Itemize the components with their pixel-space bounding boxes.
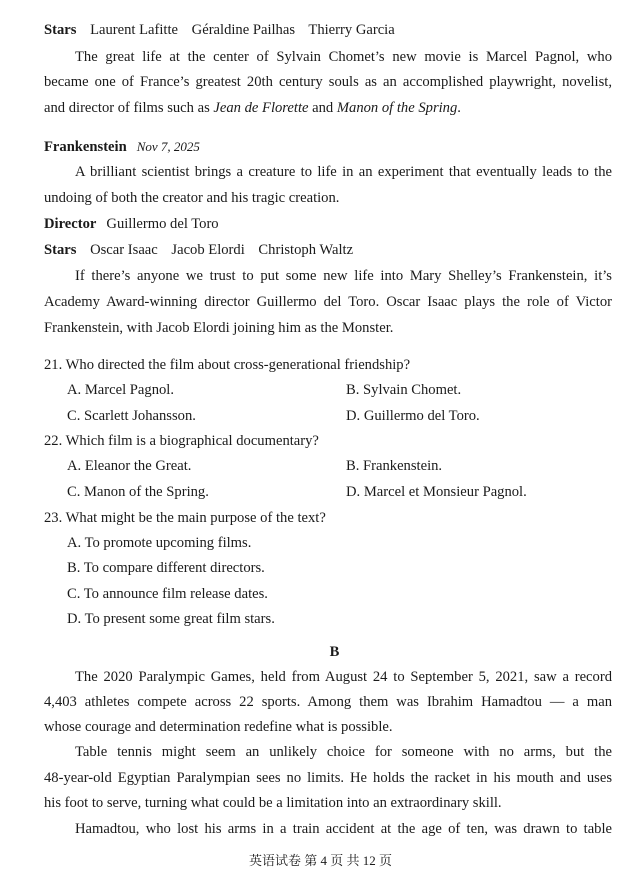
option: D. Marcel et Monsieur Pagnol. (346, 484, 527, 500)
question-21: 21. Who directed the film about cross-generational friendship? (44, 357, 411, 373)
paragraph-line: The 2020 Paralympic Games, held from August 24 to September 5, 2021, saw a record (75, 669, 612, 685)
star-name: Christoph Waltz (258, 242, 354, 258)
option: A. Eleanor the Great. (67, 458, 192, 474)
paragraph-line: undoing of both the creator and his tragic creation. (44, 190, 340, 206)
paragraph-line: whose courage and determination redefine what is possible. (44, 719, 393, 735)
paragraph-line: A brilliant scientist brings a creature to life in an experiment that eventually leads to the (75, 164, 612, 180)
film-heading (44, 138, 612, 156)
director-label: Director (44, 216, 97, 232)
stars-label: Stars (44, 22, 77, 38)
option: C. Scarlett Johansson. (67, 408, 196, 424)
star-name: Laurent Lafitte (90, 22, 179, 38)
film-title: Manon of the Spring (336, 100, 458, 116)
text: . (457, 100, 461, 116)
section-letter: B (329, 644, 340, 660)
option: A. Marcel Pagnol. (67, 382, 174, 398)
paragraph-line: his foot to serve, turning what could be a limitation into an extraordinary skill. (44, 795, 502, 811)
paragraph-line: 48-year-old Egyptian Paralympian sees no limits. He holds the racket in his mouth and uses (44, 770, 612, 786)
option: C. Manon of the Spring. (67, 484, 209, 500)
paragraph-line: The great life at the center of Sylvain Chomet’s new movie is Marcel Pagnol, who (75, 49, 612, 65)
paragraph-line (44, 99, 612, 117)
text: and director of films such as (44, 100, 214, 116)
option: D. To present some great film stars. (67, 611, 275, 627)
text: and (308, 100, 337, 116)
paragraph-line: If there’s anyone we trust to put some new life into Mary Shelley’s Frankenstein, it’s (75, 268, 612, 284)
option: C. To announce film release dates. (67, 586, 268, 602)
section-heading (17, 643, 635, 661)
option: B. Frankenstein. (346, 458, 443, 474)
paragraph-line: became one of France’s greatest 20th century souls as an accomplished playwright, novelist, (44, 74, 612, 90)
star-name: Thierry Garcia (308, 22, 395, 38)
film-title: Jean de Florette (213, 100, 309, 116)
option: B. To compare different directors. (67, 560, 265, 576)
star-name: Jacob Elordi (171, 242, 245, 258)
option: B. Sylvain Chomet. (346, 382, 462, 398)
page-footer: 英语试卷 第 4 页 共 12 页 (248, 853, 392, 868)
film1-stars-line (44, 21, 612, 39)
question-22: 22. Which film is a biographical documentary? (44, 433, 319, 449)
star-name: Oscar Isaac (90, 242, 158, 258)
star-name: Géraldine Pailhas (191, 22, 296, 38)
paragraph-line: Academy Award-winning director Guillermo del Toro. Oscar Isaac plays the role of Victor (44, 294, 612, 310)
director-name: Guillermo del Toro (106, 216, 219, 232)
film-title: Frankenstein (44, 139, 127, 155)
director-line (44, 215, 612, 233)
question-23: 23. What might be the main purpose of the text? (44, 510, 326, 526)
film2-stars-line (44, 241, 612, 259)
paragraph-line: Frankenstein, with Jacob Elordi joining him as the Monster. (44, 320, 394, 336)
stars-label: Stars (44, 242, 77, 258)
release-date: Nov 7, 2025 (136, 139, 200, 154)
option: D. Guillermo del Toro. (346, 408, 480, 424)
paragraph-line: 4,403 athletes compete across 22 sports. Among them was Ibrahim Hamadtou — a man (44, 694, 612, 710)
paragraph-line: Table tennis might seem an unlikely choice for someone with no arms, but the (75, 744, 612, 760)
paragraph-line: Hamadtou, who lost his arms in a train accident at the age of ten, was drawn to table (75, 821, 612, 837)
option: A. To promote upcoming films. (67, 535, 252, 551)
